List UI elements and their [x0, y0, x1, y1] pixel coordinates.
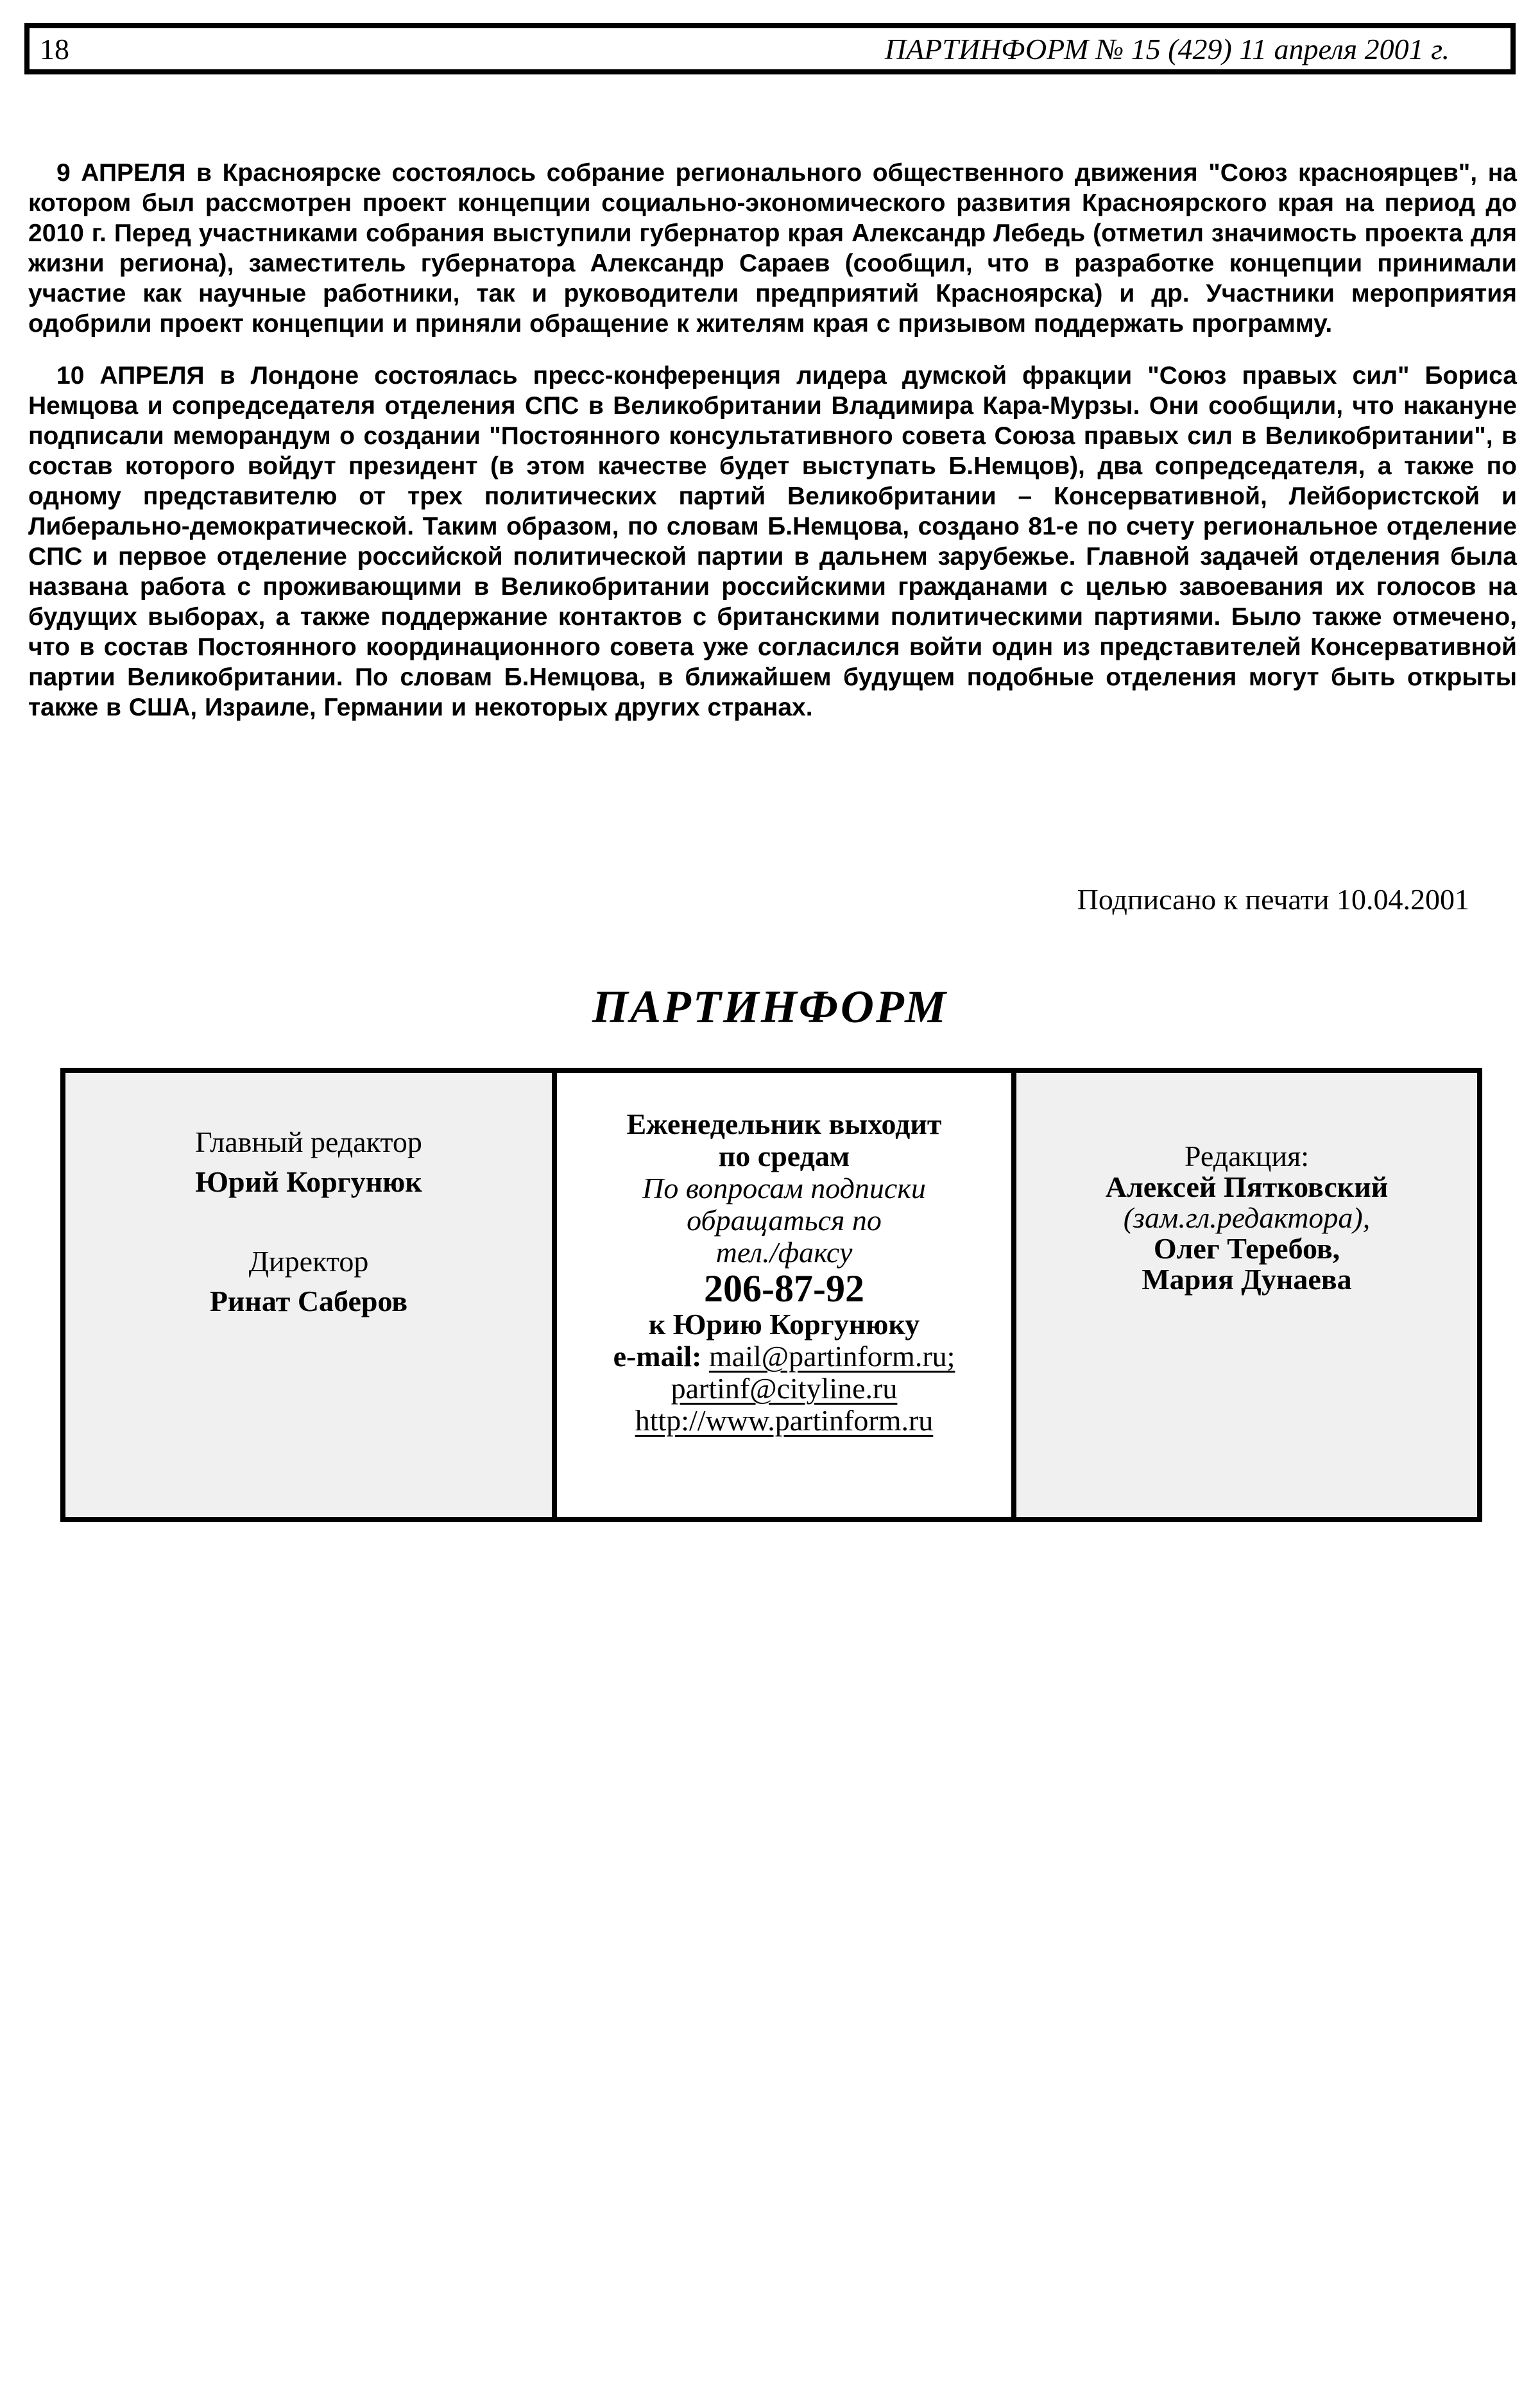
colophon-table — [60, 1068, 1482, 1522]
colophon-editorial-cell — [1016, 1073, 1477, 1517]
deputy-editor-name: Алексей Пятковский — [1105, 1170, 1389, 1203]
email-label: e-mail: — [613, 1340, 702, 1373]
email-link-partinform[interactable]: mail@partinform.ru; — [709, 1340, 955, 1373]
email-link-cityline[interactable]: partinf@cityline.ru — [671, 1372, 898, 1405]
colophon-subscription-cell — [552, 1073, 1016, 1517]
signed-to-print-line: Подписано к печати 10.04.2001 — [1077, 883, 1469, 916]
article-paragraph-april-10: 10 АПРЕЛЯ в Лондоне состоялась пресс-конференция лидера думской фракции "Союз правых сил" Бориса Немцова и сопредседателя отделения СПС в Великобритании Владимира Кара-Мурзы. Они сообщили, что накануне подписали меморандум о создании "Постоянного консультативного совета Союза правых сил в Великобритании", в состав которого войдут президент (в этом качестве будет выступать Б.Немцов), два сопредседателя, а также по одному представителю от трех политических партий Великобритании – Консервативной, Лейбористской и Либерально-демократической. Таким образом, по словам Б.Немцова, создано 81-е по счету региональное отделение СПС и первое отделение российской политической партии в дальнем зарубежье. Главной задачей отделения была названа работа с проживающими в Великобритании российскими гражданами с целью завоевания их голосов на будущих выборах, а также поддержание контактов с британскими политическими партиями. Было также отмечено, что в состав Постоянного координационного совета уже согласился войти один из представителей Консервативной партии Великобритании. По словам Б.Немцова, в ближайшем будущем подобные отделения могут быть открыты также в США, Израиле, Германии и некоторых других странах. — [28, 362, 1517, 721]
issue-title: ПАРТИНФОРМ № 15 (429) 11 апреля 2001 г. — [884, 32, 1450, 65]
contact-person-line: к Юрию Коргунюку — [648, 1308, 920, 1341]
subscription-note-line-3: тел./факсу — [715, 1236, 853, 1269]
article-paragraph-april-9: 9 АПРЕЛЯ в Красноярске состоялось собрание регионального общественного движения "Союз красноярцев", на котором был рассмотрен проект концепции социально-экономического развития Красноярского края на период до 2010 г. Перед участниками собрания выступили губернатор края Александр Лебедь (отметил значимость проекта для жизни региона), заместитель губернатора Александр Сараев (сообщил, что в разработке концепции принимали участие как научные работники, так и руководители предприятий Красноярска) и др. Участники мероприятия одобрили проект концепции и приняли обращение к жителям края с призывом поддержать программу. — [28, 159, 1517, 338]
phone-number: 206-87-92 — [704, 1267, 864, 1310]
director-name: Ринат Саберов — [209, 1285, 408, 1317]
running-head — [24, 23, 1516, 74]
deputy-editor-note: (зам.гл.редактора), — [1123, 1201, 1371, 1234]
colophon-editor-cell — [65, 1073, 552, 1517]
editorial-team-title: Редакция: — [1184, 1140, 1310, 1172]
website-link[interactable]: http://www.partinform.ru — [635, 1404, 934, 1437]
articles-block — [28, 158, 1517, 723]
editor-name-terebov: Олег Теребов, — [1153, 1232, 1340, 1265]
chief-editor-role: Главный редактор — [195, 1126, 422, 1158]
subscription-note-line-1: По вопросам подписки — [642, 1172, 926, 1204]
editor-name-dunaeva: Мария Дунаева — [1142, 1263, 1352, 1296]
director-role: Директор — [248, 1245, 369, 1278]
line-spacer — [65, 1202, 552, 1242]
page-number: 18 — [40, 32, 69, 65]
masthead-title: ПАРТИНФОРМ — [592, 981, 948, 1032]
weekly-schedule-line-2: по средам — [718, 1140, 850, 1172]
subscription-note-line-2: обращаться по — [687, 1204, 882, 1237]
weekly-schedule-line-1: Еженедельник выходит — [626, 1108, 942, 1140]
chief-editor-name: Юрий Коргунюк — [195, 1165, 422, 1198]
